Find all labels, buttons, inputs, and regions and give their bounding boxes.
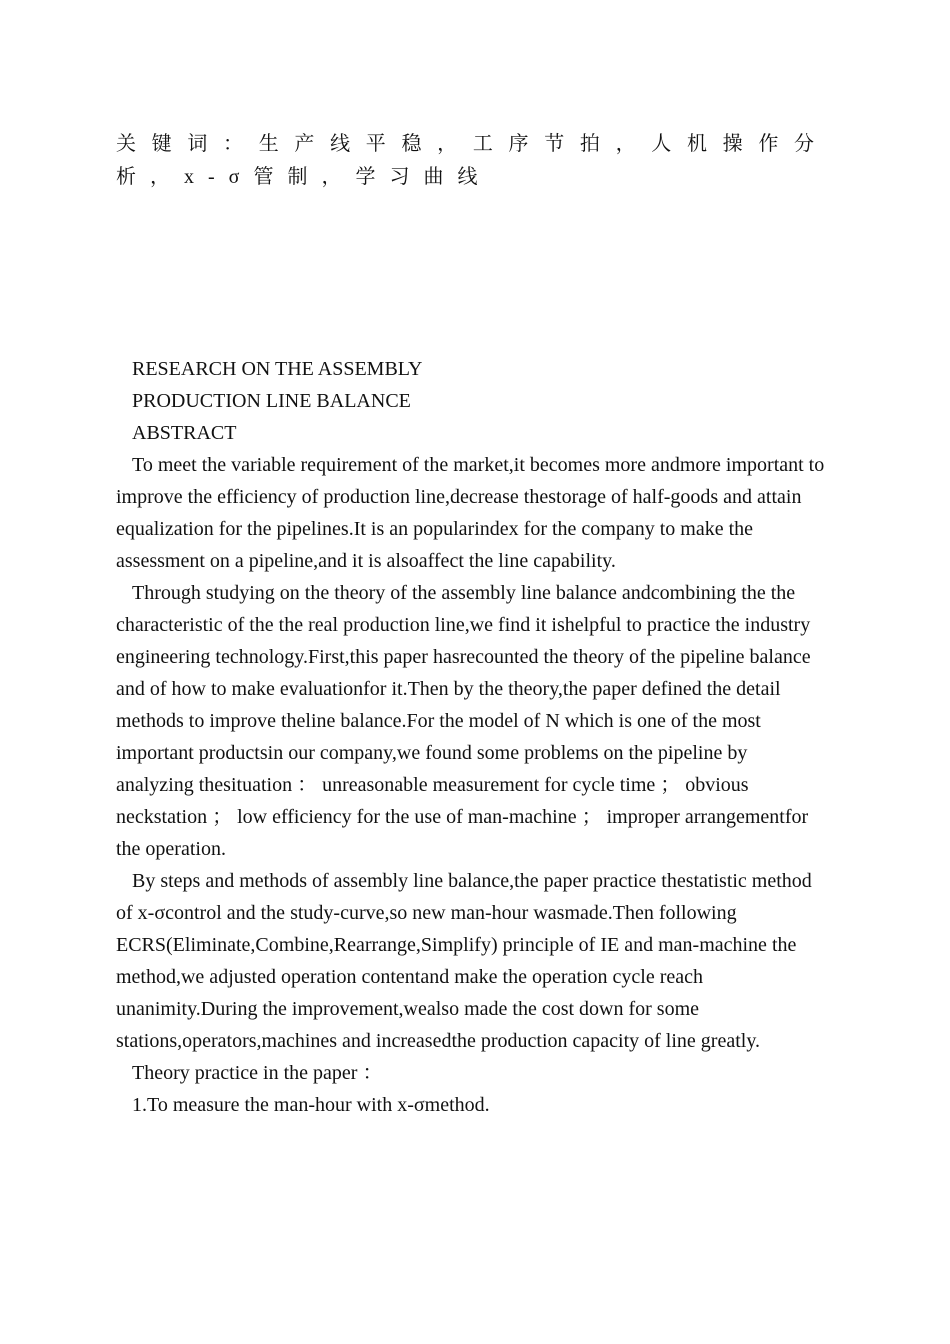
abstract-paragraph: By steps and methods of assembly line balance,the paper practice thestatistic method of x-σcontrol and the study-curve,so new man-hour wasmade.Then following ECRS(Eliminate,Combine,Rearrange,Simplify) principle of IE and man-machine the method,we adjusted operation contentand make the operation cycle reach unanimity.During the improvement,wealso made the cost down for some stations,operators,machines and increasedthe production capacity of line greatly. bbox=[116, 870, 812, 1052]
abstract-paragraph: Through studying on the theory of the assembly line balance andcombining the the characteristic of the the real production line,we find it ishelpful to practice the industry engineering technology.First,this paper hasrecounted the theory of the pipeline balance and of how to make evaluationfor it.Then by the theory,the paper defined the detail methods to improve theline balance.For the model of N which is one of the most important productsin our company,we found some problems on the pipeline by analyzing thesituation ： unreasonable measurement for cycle time ； obvious neckstation ； low efficiency for the use of man-machine ； improper arrangementfor the operation. bbox=[116, 582, 811, 860]
abstract-paragraph: Theory practice in the paper ： bbox=[132, 1062, 383, 1084]
abstract-heading: ABSTRACT bbox=[132, 422, 237, 444]
abstract-section bbox=[116, 353, 828, 1121]
abstract-paragraph: 1.To measure the man-hour with x-σmethod. bbox=[132, 1094, 490, 1116]
english-title-line-2: PRODUCTION LINE BALANCE bbox=[132, 390, 411, 412]
abstract-paragraph: To meet the variable requirement of the market,it becomes more andmore important to improve the efficiency of production line,decrease thestorage of half-goods and attain equalization for the pipelines.It is an popularindex for the company to make the assessment on a pipeline,and it is alsoaffect the line capability. bbox=[116, 454, 825, 572]
keywords-line: 关键词：生产线平稳，工序节拍，人机操作分析，x-σ管制，学习曲线 bbox=[116, 133, 828, 188]
english-title-line-1: RESEARCH ON THE ASSEMBLY bbox=[132, 358, 423, 380]
